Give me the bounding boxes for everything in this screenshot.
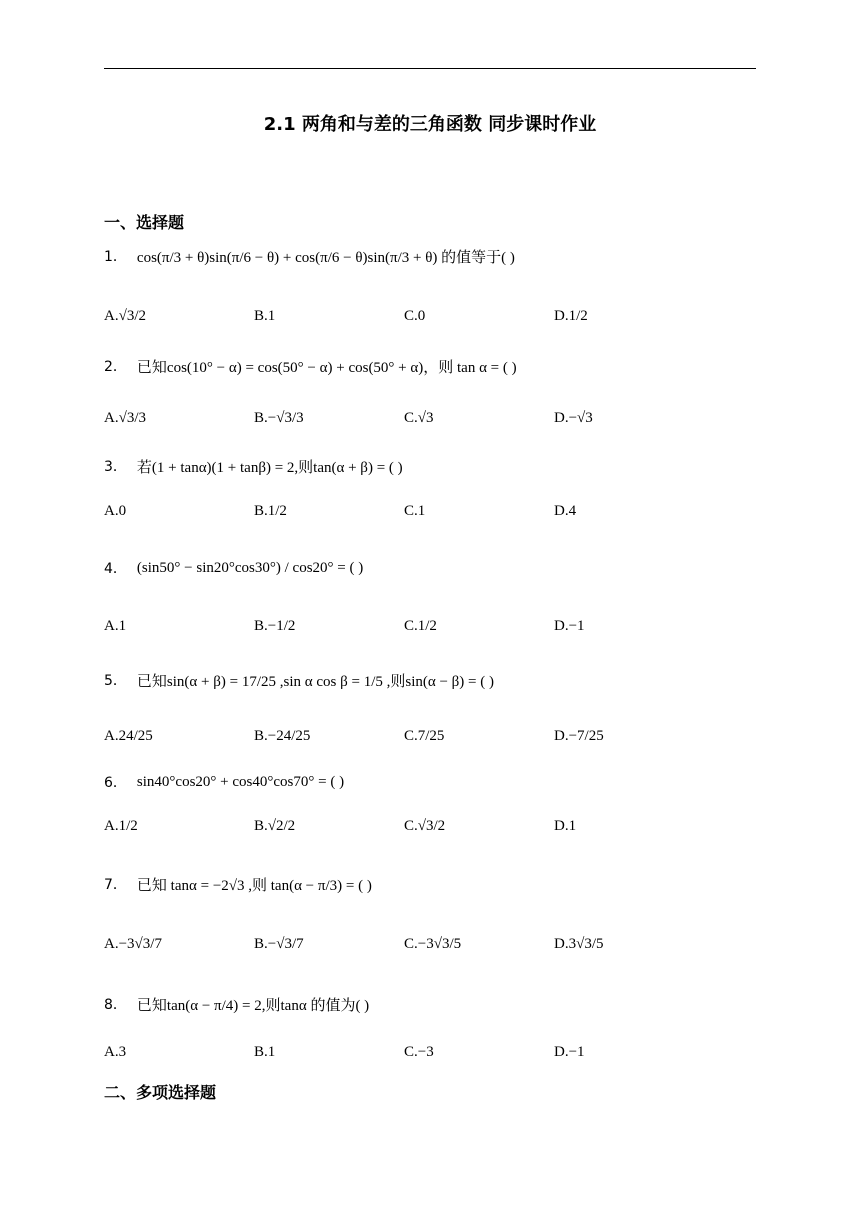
answer-option: D.−1 xyxy=(554,1043,585,1060)
answer-option: A.3 xyxy=(104,1043,127,1060)
question-stem xyxy=(104,228,515,284)
answer-option: A.1/2 xyxy=(104,817,138,834)
question-stem xyxy=(104,652,494,708)
answer-option: B.−√3/7 xyxy=(254,935,304,952)
question-stem xyxy=(104,540,363,596)
answer-option: D.3√3/5 xyxy=(554,935,604,952)
answer-options xyxy=(104,396,704,440)
answer-option: A.√3/2 xyxy=(104,307,146,324)
answer-option: A.24/25 xyxy=(104,727,153,744)
answer-option: C.1 xyxy=(404,502,426,519)
answer-option: C.0 xyxy=(404,307,426,324)
answer-option: C.√3/2 xyxy=(404,817,446,834)
answer-option: A.−3√3/7 xyxy=(104,935,162,952)
question-number: 4． xyxy=(104,561,127,577)
question-text: (sin50° − sin20°cos30°) / cos20° = ( ) xyxy=(136,559,364,576)
answer-options xyxy=(104,922,704,966)
answer-option: A.1 xyxy=(104,617,127,634)
answer-option: B.1 xyxy=(254,307,276,324)
question-number: 2． xyxy=(104,359,127,375)
question-text: cos(π/3 + θ)sin(π/6 − θ) + cos(π/6 − θ)sin(π/3 + θ) 的值等于( ) xyxy=(136,249,515,266)
question-stem xyxy=(104,976,369,1032)
answer-option: A.0 xyxy=(104,502,127,519)
answer-option: B.√2/2 xyxy=(254,817,296,834)
answer-option: B.1/2 xyxy=(254,502,287,519)
answer-option: C.1/2 xyxy=(404,617,437,634)
answer-option: A.√3/3 xyxy=(104,409,146,426)
question-text: 已知 tanα = −2√3 ,则 tan(α − π/3) = ( ) xyxy=(136,877,372,894)
question-stem xyxy=(104,338,517,394)
answer-option: D.−1 xyxy=(554,617,585,634)
question-number: 1． xyxy=(104,249,127,265)
answer-options xyxy=(104,804,704,848)
answer-option: D.−7/25 xyxy=(554,727,604,744)
question-number: 8． xyxy=(104,997,127,1013)
answer-option: B.−√3/3 xyxy=(254,409,304,426)
question-number: 3． xyxy=(104,459,127,475)
answer-option: D.4 xyxy=(554,502,577,519)
answer-option: C.−3√3/5 xyxy=(404,935,462,952)
question-stem xyxy=(104,856,372,912)
question-number: 7． xyxy=(104,877,127,893)
answer-options xyxy=(104,604,704,648)
header-rule xyxy=(104,68,756,69)
answer-option: C.−3 xyxy=(404,1043,434,1060)
answer-options xyxy=(104,489,704,533)
answer-option: C.7/25 xyxy=(404,727,445,744)
page-title: 2.1 两角和与差的三角函数 同步课时作业 xyxy=(263,114,597,135)
question-text: 已知sin(α + β) = 17/25 ,sin α cos β = 1/5 ,则sin(α − β) = ( ) xyxy=(136,673,495,690)
answer-options xyxy=(104,714,704,758)
section-heading: 一、选择题 xyxy=(104,213,185,232)
question-stem xyxy=(104,754,344,810)
question-stem xyxy=(104,438,403,494)
answer-option: B.−1/2 xyxy=(254,617,296,634)
question-text: 若(1 + tanα)(1 + tanβ) = 2,则tan(α + β) = ( ) xyxy=(136,459,403,476)
question-text: 已知cos(10° − α) = cos(50° − α) + cos(50° + α)，则 tan α = ( ) xyxy=(136,359,517,376)
question-text: 已知tan(α − π/4) = 2,则tanα 的值为( ) xyxy=(136,997,370,1014)
answer-option: D.1/2 xyxy=(554,307,588,324)
question-number: 6． xyxy=(104,775,127,791)
question-number: 5． xyxy=(104,673,127,689)
answer-option: C.√3 xyxy=(404,409,434,426)
section-heading: 二、多项选择题 xyxy=(104,1083,217,1102)
answer-options xyxy=(104,294,704,338)
answer-option: D.−√3 xyxy=(554,409,593,426)
answer-option: B.−24/25 xyxy=(254,727,311,744)
answer-option: D.1 xyxy=(554,817,577,834)
question-text: sin40°cos20° + cos40°cos70° = ( ) xyxy=(136,773,345,790)
answer-option: B.1 xyxy=(254,1043,276,1060)
answer-options xyxy=(104,1030,704,1074)
